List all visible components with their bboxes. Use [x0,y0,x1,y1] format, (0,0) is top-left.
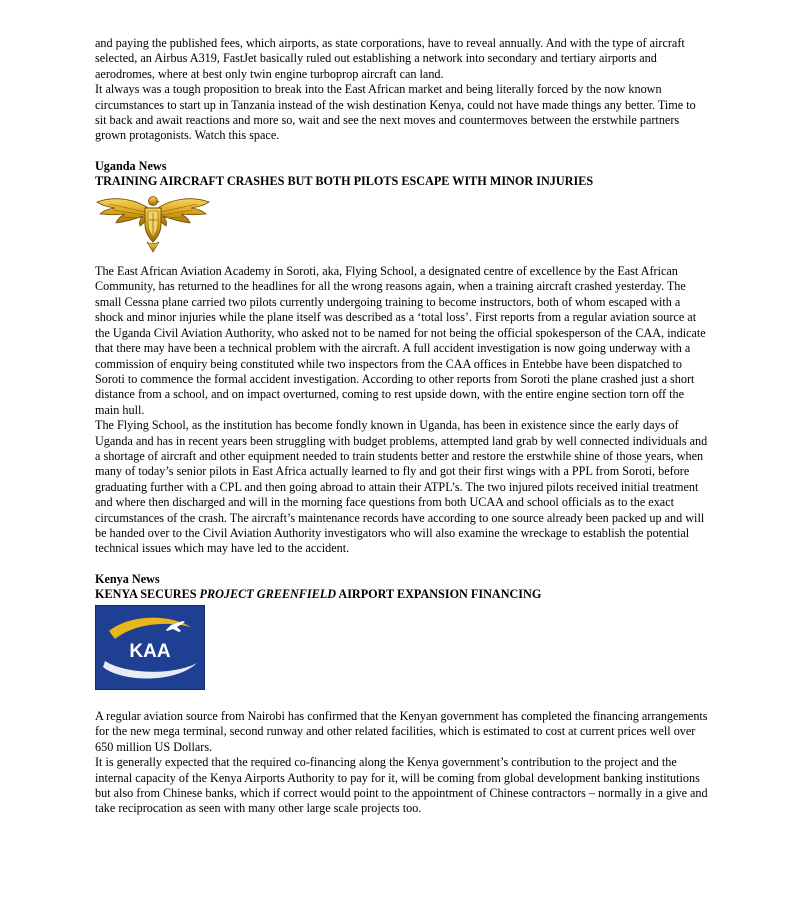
uganda-paragraph-2: The Flying School, as the institution has become fondly known in Uganda, has been in existence since the early days of Uganda and has in recent years been struggling with budget problems, attempted land grab by well connected individuals and a shortage of aircraft and other equipment needed to train students better and restore the erstwhile shine of those years, when many of today’s senior pilots in East Africa actually learned to fly and got their first wings with a PPL from Soroti, before graduating further with a CPL and then going abroad to attain their ATPL’s. The two injured pilots received initial treatment and where then discharged and will in the morning face questions from both UCAA and school officials as to the exact circumstances of the crash. The aircraft’s maintenance records have according to one source already been packed up and will be handed over to the Civil Aviation Authority investigators who will also examine the wreckage to establish the potential technical issues which may have led to the accident. [95,418,708,556]
kenya-headline-post: AIRPORT EXPANSION FINANCING [336,587,542,602]
intro-paragraph-2: It always was a tough proposition to break into the East African market and being literally forced by the now known circumstances to start up in Tanzania instead of the wish destination Kenya, could not have made things any better. Time to sit back and await reactions and more so, wait and see the next moves and countermoves between the erstwhile partners grown protagonists. Watch this space. [95,82,696,143]
kenya-section-label: Kenya News [95,571,160,586]
kenya-headline [95,587,710,602]
intro-paragraph-1: and paying the published fees, which airports, as state corporations, have to reveal annually. And with the type of aircraft selected, an Airbus A319, FastJet basically ruled out establishing a network into secondary and tertiary airports and aerodromes, where at best only twin engine turboprop aircraft can land. [95,36,685,81]
kaa-logo-text: KAA [129,640,171,662]
winged-emblem-icon [95,192,710,258]
kenya-paragraph-1: A regular aviation source from Nairobi has confirmed that the Kenyan government has completed the financing arrangements for the new mega terminal, second runway and other related facilities, which is estimated to cost at current prices well over 650 million US Dollars. [95,709,708,754]
kenya-paragraph-2: It is generally expected that the required co-financing along the Kenya government’s contribution to the project and the internal capacity of the Kenya Airports Authority to pay for it, will be coming from global development banking institutions but also from Chinese banks, which if correct would point to the appointment of Chinese contractors – normally in a give and take reciprocation as seen with many other large scale projects too. [95,755,708,816]
document-page [95,36,710,817]
uganda-section-label: Uganda News [95,158,167,173]
kenya-headline-pre: KENYA SECURES [95,587,200,602]
kenya-headline-italic: PROJECT GREENFIELD [199,587,337,602]
uganda-paragraph-1: The East African Aviation Academy in Soroti, aka, Flying School, a designated centre of excellence by the East African Community, has returned to the headlines for all the wrong reasons again, when a training aircraft crashed yesterday. The small Cessna plane carried two pilots currently undergoing training to become instructors, both of whom escaped with a shock and minor injuries while the plane itself was described as a ‘total loss’. First reports from a regular aviation source at the Uganda Civil Aviation Authority, who asked not to be named for not being the official spokesperson of the CAA, indicate that there may have been a technical problem with the aircraft. A full accident investigation is now going underway with a commission of enquiry being constituted while two inspectors from the CAA offices in Entebbe have been dispatched to Soroti to commence the formal accident investigation. According to other reports from Soroti the plane crashed just a short distance from a school, and on impact overturned, coming to rest upside down, with the entire engine section torn off the main hull. [95,264,706,417]
uganda-headline: TRAINING AIRCRAFT CRASHES BUT BOTH PILOTS ESCAPE WITH MINOR INJURIES [95,174,594,189]
kaa-logo-icon [95,605,710,694]
